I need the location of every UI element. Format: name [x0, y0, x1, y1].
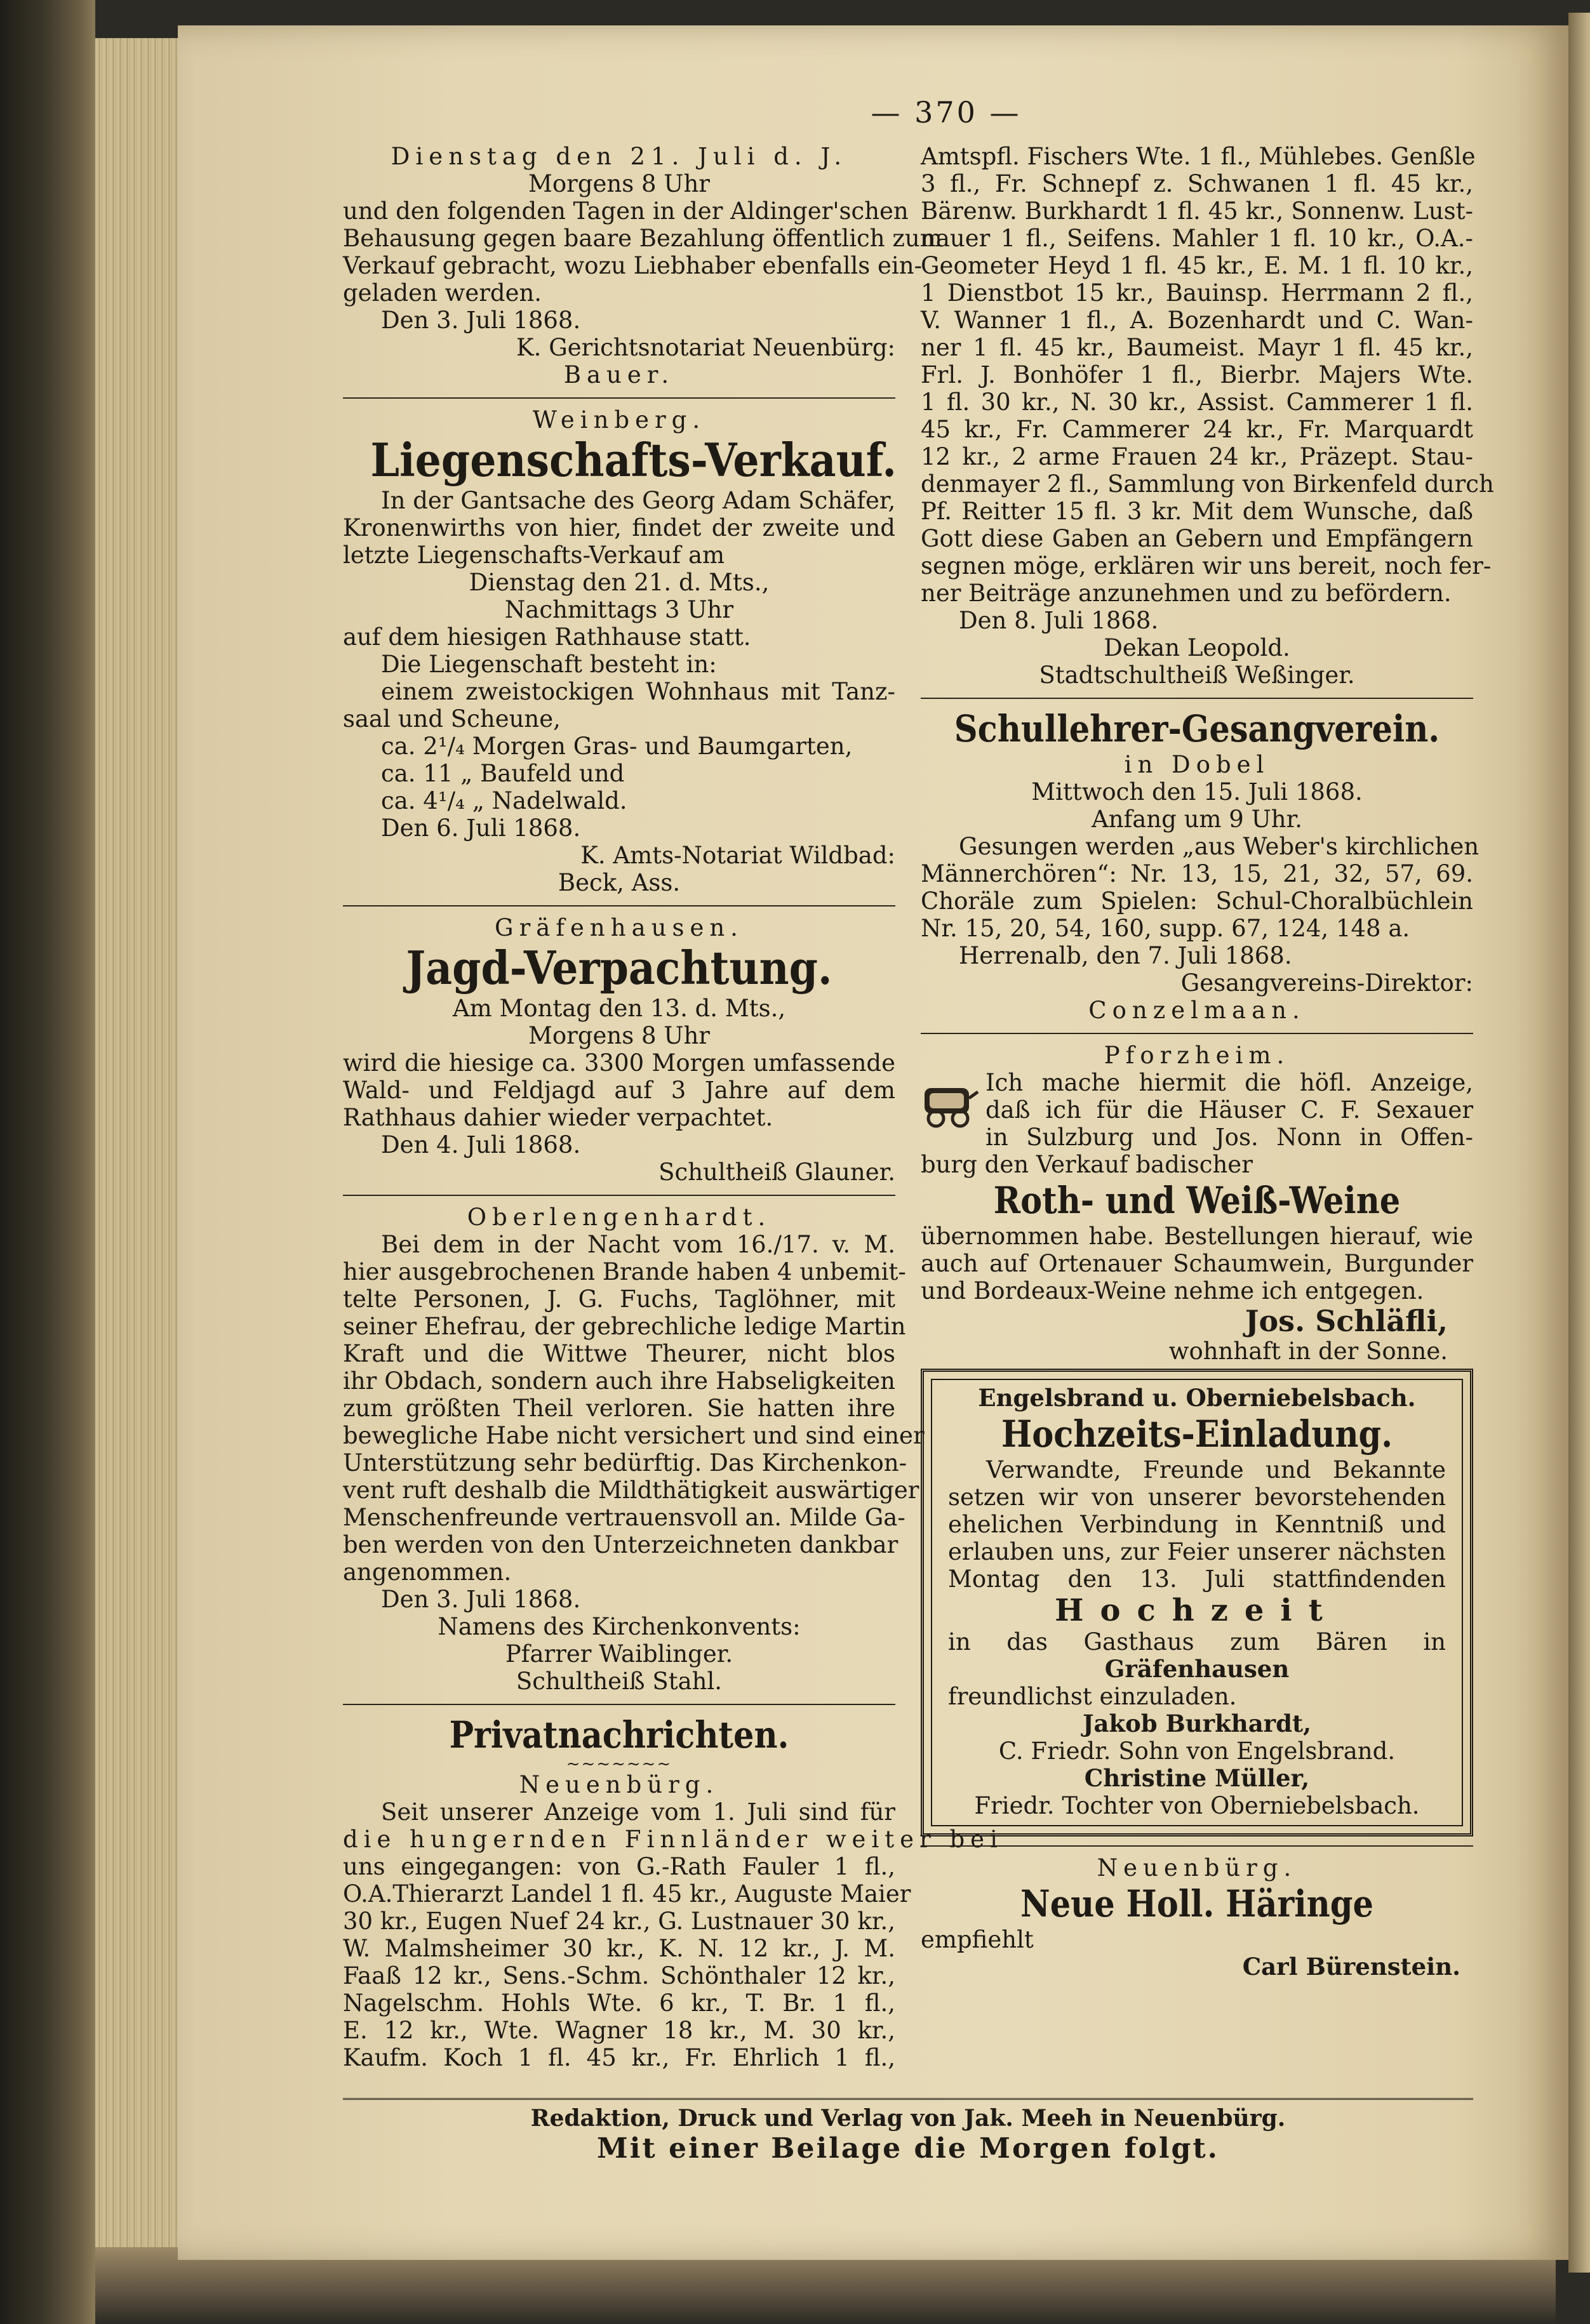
- wine-line: übernommen habe. Bestellungen hierauf, wie: [921, 1223, 1473, 1250]
- ad4-line: Unterstützung sehr bedürftig. Das Kirchenkon-: [343, 1449, 907, 1477]
- wine-line: und Bordeaux-Weine nehme ich entgegen.: [921, 1277, 1424, 1305]
- wedding-line: setzen wir von unserer bevorstehenden: [948, 1484, 1446, 1511]
- cont-line: denmayer 2 fl., Sammlung von Birkenfeld durch: [921, 470, 1494, 498]
- ad3-line: Am Montag den 13. d. Mts.,: [452, 995, 786, 1022]
- choir-line: Gesungen werden „aus Weber's kirchlichen: [959, 833, 1480, 860]
- ad1-signature: Bauer.: [563, 361, 675, 388]
- footer-divider: [343, 2098, 1473, 2100]
- private-news-heading: Privatnachrichten.: [449, 1713, 789, 1756]
- cont-line: Bärenw. Burkhardt 1 fl. 45 kr., Sonnenw. Lust-: [921, 197, 1473, 225]
- wine-line: burg den Verkauf badischer: [921, 1151, 1253, 1178]
- ad1-line: Dienstag den 21. Juli d. J.: [391, 143, 848, 170]
- ad4-line: Bei dem in der Nacht vom 16./17. v. M.: [381, 1231, 895, 1258]
- herring-recommend: empfiehlt: [921, 1926, 1034, 1953]
- imprint-footer: [343, 2104, 1473, 2165]
- divider: [343, 905, 895, 906]
- private-line: Seit unserer Anzeige vom 1. Juli sind für: [381, 1798, 895, 1826]
- imprint-line: Redaktion, Druck und Verlag von Jak. Meeh in Neuenbürg.: [530, 2105, 1286, 2132]
- ad4-signature: Schultheiß Stahl.: [516, 1668, 723, 1695]
- cont-line: 1 Dienstbot 15 kr., Bauinsp. Herrmann 2 fl.,: [921, 279, 1473, 307]
- choir-line: Herrenalb, den 7. Juli 1868.: [959, 942, 1292, 969]
- cont-line: 3 fl., Fr. Schnepf z. Schwanen 1 fl. 45 kr.,: [921, 170, 1473, 197]
- ad2-line: Den 6. Juli 1868.: [381, 814, 581, 842]
- divider: [921, 1033, 1473, 1034]
- ad3-line: Rathhaus dahier wieder verpachtet.: [343, 1104, 773, 1131]
- herring-place: Neuenbürg.: [1097, 1854, 1297, 1882]
- cont-line: V. Wanner 1 fl., A. Bozenhardt und C. Wan-: [921, 307, 1473, 334]
- groom-description: C. Friedr. Sohn von Engelsbrand.: [998, 1737, 1396, 1765]
- ad2-line: einem zweistockigen Wohnhaus mit Tanz-: [381, 678, 895, 705]
- herring-seller: Carl Bürenstein.: [1242, 1953, 1460, 1981]
- wine-line: daß ich für die Häuser C. F. Sexauer: [985, 1096, 1473, 1124]
- ad3-line: Den 4. Juli 1868.: [381, 1131, 581, 1159]
- wine-place: Pforzheim.: [1104, 1042, 1290, 1069]
- ad4-line: seiner Ehefrau, der gebrechliche ledige Martin: [343, 1313, 906, 1340]
- auction-notice: [343, 143, 942, 388]
- ad3-heading: Jagd-Verpachtung.: [406, 941, 832, 995]
- ad2-line: auf dem hiesigen Rathhause statt.: [343, 623, 751, 651]
- ad3-line: wird die hiesige ca. 3300 Morgen umfassende: [343, 1049, 895, 1077]
- choir-line: Choräle zum Spielen: Schul-Choralbüchlein: [921, 887, 1473, 915]
- ad4-line: vent ruft deshalb die Mildthätigkeit auswärtiger: [343, 1477, 919, 1504]
- ad2-line: saal und Scheune,: [343, 705, 561, 733]
- cont-line: Den 8. Juli 1868.: [959, 607, 1159, 634]
- wedding-heading: Hochzeits-Einladung.: [1001, 1412, 1393, 1456]
- choir-line: in Dobel: [1124, 751, 1270, 778]
- ad4-line: angenommen.: [343, 1558, 512, 1586]
- divider: [343, 1195, 895, 1196]
- wine-signature: Jos. Schläfli,: [1245, 1304, 1448, 1338]
- donations-continued: [921, 143, 1494, 689]
- ad3-line: Wald- und Feldjagd auf 3 Jahre auf dem: [343, 1077, 895, 1104]
- choir-line: Mittwoch den 15. Juli 1868.: [1031, 778, 1363, 806]
- private-line: 30 kr., Eugen Nuef 24 kr., G. Lustnauer 30 kr.,: [343, 1908, 895, 1935]
- private-line: O.A.Thierarzt Landel 1 fl. 45 kr., Auguste Maier: [343, 1880, 911, 1908]
- private-line: die hungernden Finnländer weiter bei: [343, 1826, 1003, 1853]
- wedding-line: ehelichen Verbindung in Kenntniß und: [948, 1511, 1446, 1538]
- choir-line: Gesangvereins-Direktor:: [1180, 969, 1473, 997]
- cont-line: segnen möge, erklären wir uns bereit, noch fer-: [921, 552, 1492, 580]
- wedding-line: Montag den 13. Juli stattfindenden: [948, 1565, 1446, 1593]
- wine-line: in Sulzburg und Jos. Nonn in Offen-: [985, 1124, 1473, 1151]
- private-place: Neuenbürg.: [519, 1771, 719, 1798]
- property-sale-notice: [343, 406, 895, 896]
- bride-description: Friedr. Tochter von Oberniebelsbach.: [974, 1792, 1420, 1819]
- choir-line: Männerchören“: Nr. 13, 15, 21, 32, 57, 69.: [921, 860, 1473, 887]
- private-line: Faaß 12 kr., Sens.-Schm. Schönthaler 12 kr.,: [343, 1962, 895, 1989]
- ad3-signature: Schultheiß Glauner.: [658, 1159, 895, 1186]
- fire-relief-notice: [343, 1204, 925, 1695]
- ad2-line: ca. 2¹/₄ Morgen Gras- und Baumgarten,: [381, 733, 853, 760]
- ad1-line: K. Gerichtsnotariat Neuenbürg:: [516, 334, 895, 361]
- page-stack-edge: [95, 38, 179, 2247]
- divider: [921, 1845, 1473, 1847]
- ad4-line: hier ausgebrochenen Brande haben 4 unbemit-: [343, 1258, 906, 1285]
- ad1-line: Verkauf gebracht, wozu Liebhaber ebenfalls ein-: [343, 252, 923, 279]
- wedding-invitation: [921, 1369, 1473, 1836]
- cont-signature: Stadtschultheiß Weßinger.: [1039, 661, 1355, 689]
- ad4-place: Oberlengenhardt.: [467, 1204, 772, 1231]
- wine-heading: Roth- und Weiß-Weine: [993, 1179, 1401, 1222]
- cont-line: 45 kr., Fr. Cammerer 24 kr., Fr. Marquardt: [921, 416, 1473, 443]
- ad4-line: ben werden von den Unterzeichneten dankbar: [343, 1531, 899, 1558]
- ad3-place: Gräfenhausen.: [495, 914, 744, 941]
- wedding-line: erlauben uns, zur Feier unserer nächsten: [948, 1538, 1446, 1565]
- private-line: uns eingegangen: von G.-Rath Fauler 1 fl.,: [343, 1853, 895, 1880]
- wedding-line: freundlichst einzuladen.: [948, 1683, 1237, 1710]
- ad2-line: ca. 4¹/₄ „ Nadelwald.: [381, 787, 627, 814]
- cont-line: Pf. Reitter 15 fl. 3 kr. Mit dem Wunsche, daß: [921, 498, 1473, 525]
- book-binding: [0, 0, 95, 2324]
- herring-advert: [921, 1854, 1473, 1981]
- divider: [343, 397, 895, 399]
- ad2-line: Nachmittags 3 Uhr: [504, 596, 734, 623]
- divider: [921, 698, 1473, 699]
- choir-notice: [921, 707, 1480, 1024]
- hunting-lease-notice: [343, 914, 895, 1186]
- cont-line: Geometer Heyd 1 fl. 45 kr., E. M. 1 fl. 10 kr.,: [921, 252, 1473, 279]
- private-line: W. Malmsheimer 30 kr., K. N. 12 kr., J. M.: [343, 1935, 895, 1962]
- cont-line: ner 1 fl. 45 kr., Baumeist. Mayr 1 fl. 45 kr.,: [921, 334, 1473, 361]
- ad3-line: Morgens 8 Uhr: [528, 1022, 710, 1049]
- ad1-line: und den folgenden Tagen in der Aldinger'schen: [343, 197, 909, 225]
- cont-line: 12 kr., 2 arme Frauen 24 kr., Präzept. Stau-: [921, 443, 1473, 470]
- ad2-place: Weinberg.: [532, 406, 706, 434]
- cont-line: Frl. J. Bonhöfer 1 fl., Bierbr. Majers Wte.: [921, 361, 1473, 388]
- wine-cart-icon: [921, 1073, 979, 1131]
- private-line: E. 12 kr., Wte. Wagner 18 kr., M. 30 kr.,: [343, 2017, 895, 2044]
- wavy-divider: ~~~~~~~: [566, 1755, 672, 1774]
- page-number: — 370 —: [871, 95, 1022, 129]
- supplement-line: Mit einer Beilage die Morgen folgt.: [597, 2132, 1219, 2165]
- ad1-line: Behausung gegen baare Bezahlung öffentlich zum: [343, 225, 942, 252]
- choir-line: Anfang um 9 Uhr.: [1092, 806, 1302, 833]
- ad4-line: Den 3. Juli 1868.: [381, 1586, 581, 1613]
- ad4-line: zum größten Theil verloren. Sie hatten ihre: [343, 1395, 895, 1422]
- wedding-places: Engelsbrand u. Oberniebelsbach.: [978, 1384, 1416, 1412]
- wedding-venue-town: Gräfenhausen: [1104, 1655, 1290, 1683]
- wedding-line: Verwandte, Freunde und Bekannte: [986, 1456, 1446, 1484]
- next-page-edge: [1568, 13, 1590, 2273]
- cont-line: nauer 1 fl., Seifens. Mahler 1 fl. 10 kr., O.A.-: [921, 225, 1473, 252]
- cont-signature: Dekan Leopold.: [1104, 634, 1290, 661]
- herring-heading: Neue Holl. Häringe: [1020, 1882, 1373, 1925]
- ad2-line: Die Liegenschaft besteht in:: [381, 651, 717, 678]
- wedding-event: Hochzeit: [1055, 1593, 1339, 1628]
- wine-advert: [921, 1042, 1473, 1365]
- ad4-line: Namens des Kirchenkonvents:: [438, 1613, 801, 1640]
- ad4-signature: Pfarrer Waiblinger.: [505, 1640, 733, 1668]
- ad4-line: bewegliche Habe nicht versichert und sind einer: [343, 1422, 925, 1449]
- groom-name: Jakob Burkhardt,: [1082, 1710, 1312, 1737]
- ad2-line: Kronenwirths von hier, findet der zweite und: [343, 514, 895, 541]
- ad2-line: K. Amts-Notariat Wildbad:: [580, 842, 895, 869]
- wine-address: wohnhaft in der Sonne.: [1168, 1338, 1448, 1365]
- cont-line: ner Beiträge anzunehmen und zu befördern.: [921, 580, 1452, 607]
- choir-line: Nr. 15, 20, 54, 160, supp. 67, 124, 148 a.: [921, 915, 1410, 942]
- private-line: Nagelschm. Hohls Wte. 6 kr., T. Br. 1 fl.,: [343, 1989, 895, 2017]
- ad1-line: Morgens 8 Uhr: [528, 170, 710, 197]
- ad2-line: In der Gantsache des Georg Adam Schäfer,: [381, 487, 896, 514]
- bride-name: Christine Müller,: [1084, 1764, 1310, 1792]
- ad2-heading: Liegenschafts-Verkauf.: [370, 433, 897, 487]
- ad2-line: Dienstag den 21. d. Mts.,: [469, 569, 770, 596]
- ad1-line: geladen werden.: [343, 279, 542, 307]
- ad1-line: Den 3. Juli 1868.: [381, 307, 581, 334]
- ad2-line: letzte Liegenschafts-Verkauf am: [343, 541, 725, 569]
- choir-heading: Schullehrer-Gesangverein.: [954, 707, 1440, 750]
- cont-line: 1 fl. 30 kr., N. 30 kr., Assist. Cammerer 1 fl.: [921, 388, 1473, 416]
- cont-line: Gott diese Gaben an Gebern und Empfängern: [921, 525, 1473, 552]
- private-line: Kaufm. Koch 1 fl. 45 kr., Fr. Ehrlich 1 fl.,: [343, 2044, 895, 2071]
- choir-signature: Conzelmaan.: [1088, 997, 1306, 1024]
- divider: [343, 1704, 895, 1705]
- ad4-line: telte Personen, J. G. Fuchs, Taglöhner, mit: [343, 1285, 895, 1313]
- ad4-line: Menschenfreunde vertrauensvoll an. Milde Ga-: [343, 1504, 905, 1531]
- wine-line: Ich mache hiermit die höfl. Anzeige,: [985, 1069, 1473, 1096]
- right-column: [921, 143, 1494, 1981]
- ad2-signature: Beck, Ass.: [558, 869, 681, 896]
- wedding-line: in das Gasthaus zum Bären in: [948, 1628, 1446, 1656]
- cont-line: Amtspfl. Fischers Wte. 1 fl., Mühlebes. Genßle: [921, 143, 1476, 170]
- ad2-line: ca. 11 „ Baufeld und: [381, 760, 625, 787]
- wine-line: auch auf Ortenauer Schaumwein, Burgunder: [921, 1250, 1473, 1277]
- ad4-line: ihr Obdach, sondern auch ihre Habseligkeiten: [343, 1367, 895, 1395]
- ad4-line: Kraft und die Wittwe Theurer, nicht blos: [343, 1340, 895, 1367]
